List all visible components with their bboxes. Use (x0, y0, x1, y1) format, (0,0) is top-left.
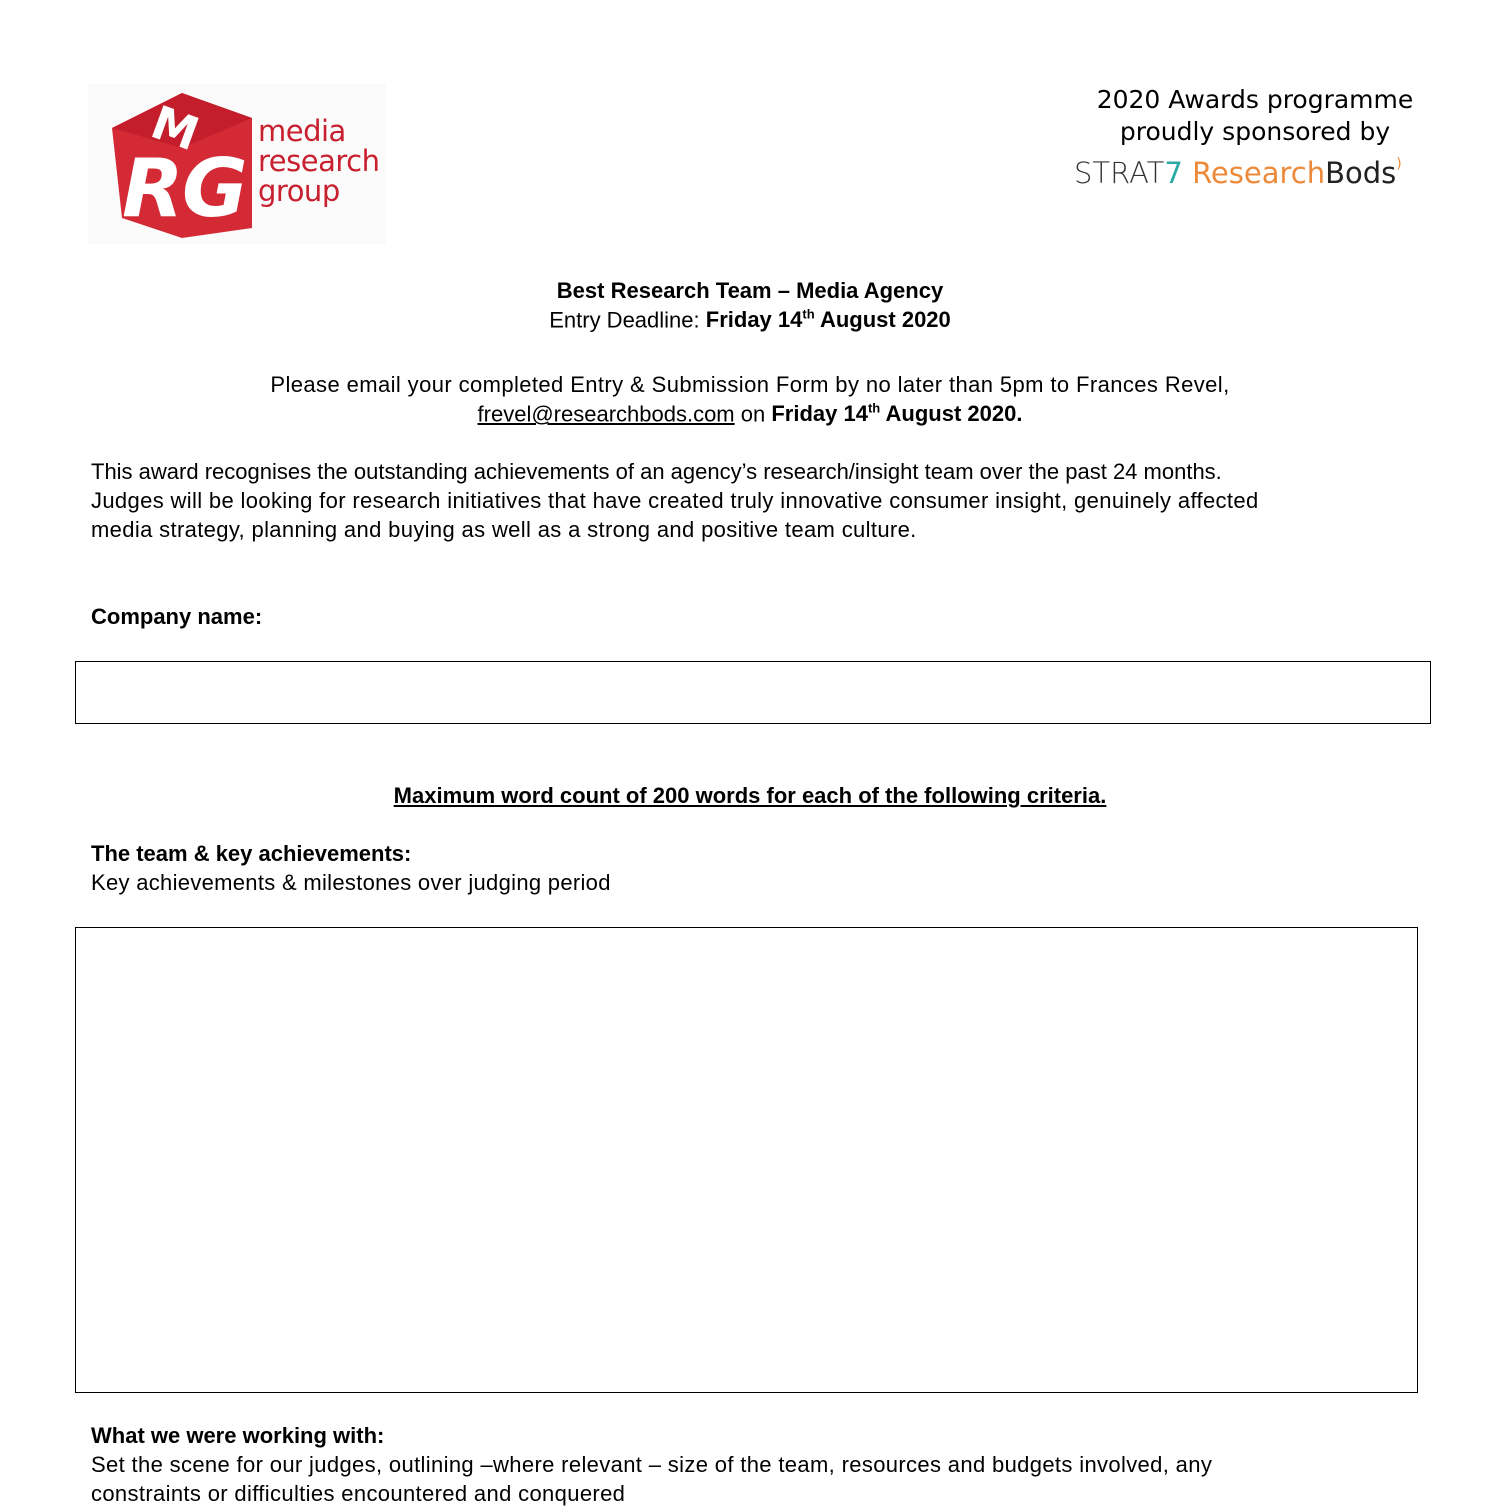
svg-text:M: M (144, 94, 206, 162)
deadline (0, 307, 1500, 333)
logo-line: group (258, 174, 340, 208)
description-line: media strategy, planning and buying as well as a strong and positive team culture. (91, 517, 917, 542)
instructions-line: Please email your completed Entry & Submission Form by no later than 5pm to Frances Revel, (270, 372, 1230, 397)
sponsor-line: 2020 Awards programme (1096, 85, 1414, 114)
company-name-label: Company name: (91, 604, 263, 629)
description-line: Judges will be looking for research initiatives that have created truly innovative consumer insight, genuinely affected (91, 488, 1259, 513)
deadline-sup: th (802, 307, 815, 322)
sponsor-line: proudly sponsored by (1119, 117, 1391, 146)
brand-bods: Bods (1325, 156, 1397, 190)
svg-text:R: R (122, 142, 184, 235)
section-description: constraints or difficulties encountered and conquered (91, 1481, 626, 1506)
logo-line: media (258, 114, 346, 148)
sponsor-logo (1074, 156, 1402, 190)
word-count-note: Maximum word count of 200 words for each of the following criteria. (393, 783, 1107, 808)
deadline-rest: August 2020 (814, 307, 951, 333)
brand-strat: STRAT (1074, 156, 1165, 190)
company-name-field[interactable] (75, 661, 1431, 724)
on-text: on (734, 401, 772, 427)
section-heading: The team & key achievements: (91, 841, 412, 866)
brand-seven: 7 (1164, 156, 1183, 190)
section-description: Key achievements & milestones over judging period (91, 870, 611, 895)
section-description: Set the scene for our judges, outlining –where relevant – size of the team, resources and budgets involved, any (91, 1452, 1213, 1477)
mrg-logo (88, 84, 386, 244)
brand-research: Research (1192, 156, 1326, 190)
date-rest: August 2020. (880, 401, 1023, 427)
mrg-cube-icon (102, 88, 262, 248)
logo-text (258, 116, 379, 206)
deadline-label: Entry Deadline: (549, 307, 700, 333)
svg-text:G: G (182, 142, 248, 235)
signal-icon: ) (1396, 156, 1402, 172)
description-line: This award recognises the outstanding achievements of an agency’s research/insight team over the past 24 months. (91, 459, 1222, 484)
logo-line: research (258, 144, 380, 178)
instructions-email-line (0, 401, 1500, 427)
page-title: Best Research Team – Media Agency (556, 278, 944, 303)
achievements-field[interactable] (75, 927, 1418, 1393)
section-heading: What we were working with: (91, 1423, 385, 1448)
sponsor-text (1060, 84, 1450, 148)
instructions-date: Friday 14 (771, 401, 868, 427)
date-sup: th (867, 401, 881, 416)
email-link[interactable]: frevel@researchbods.com (477, 401, 735, 427)
deadline-value: Friday 14 (705, 307, 803, 333)
